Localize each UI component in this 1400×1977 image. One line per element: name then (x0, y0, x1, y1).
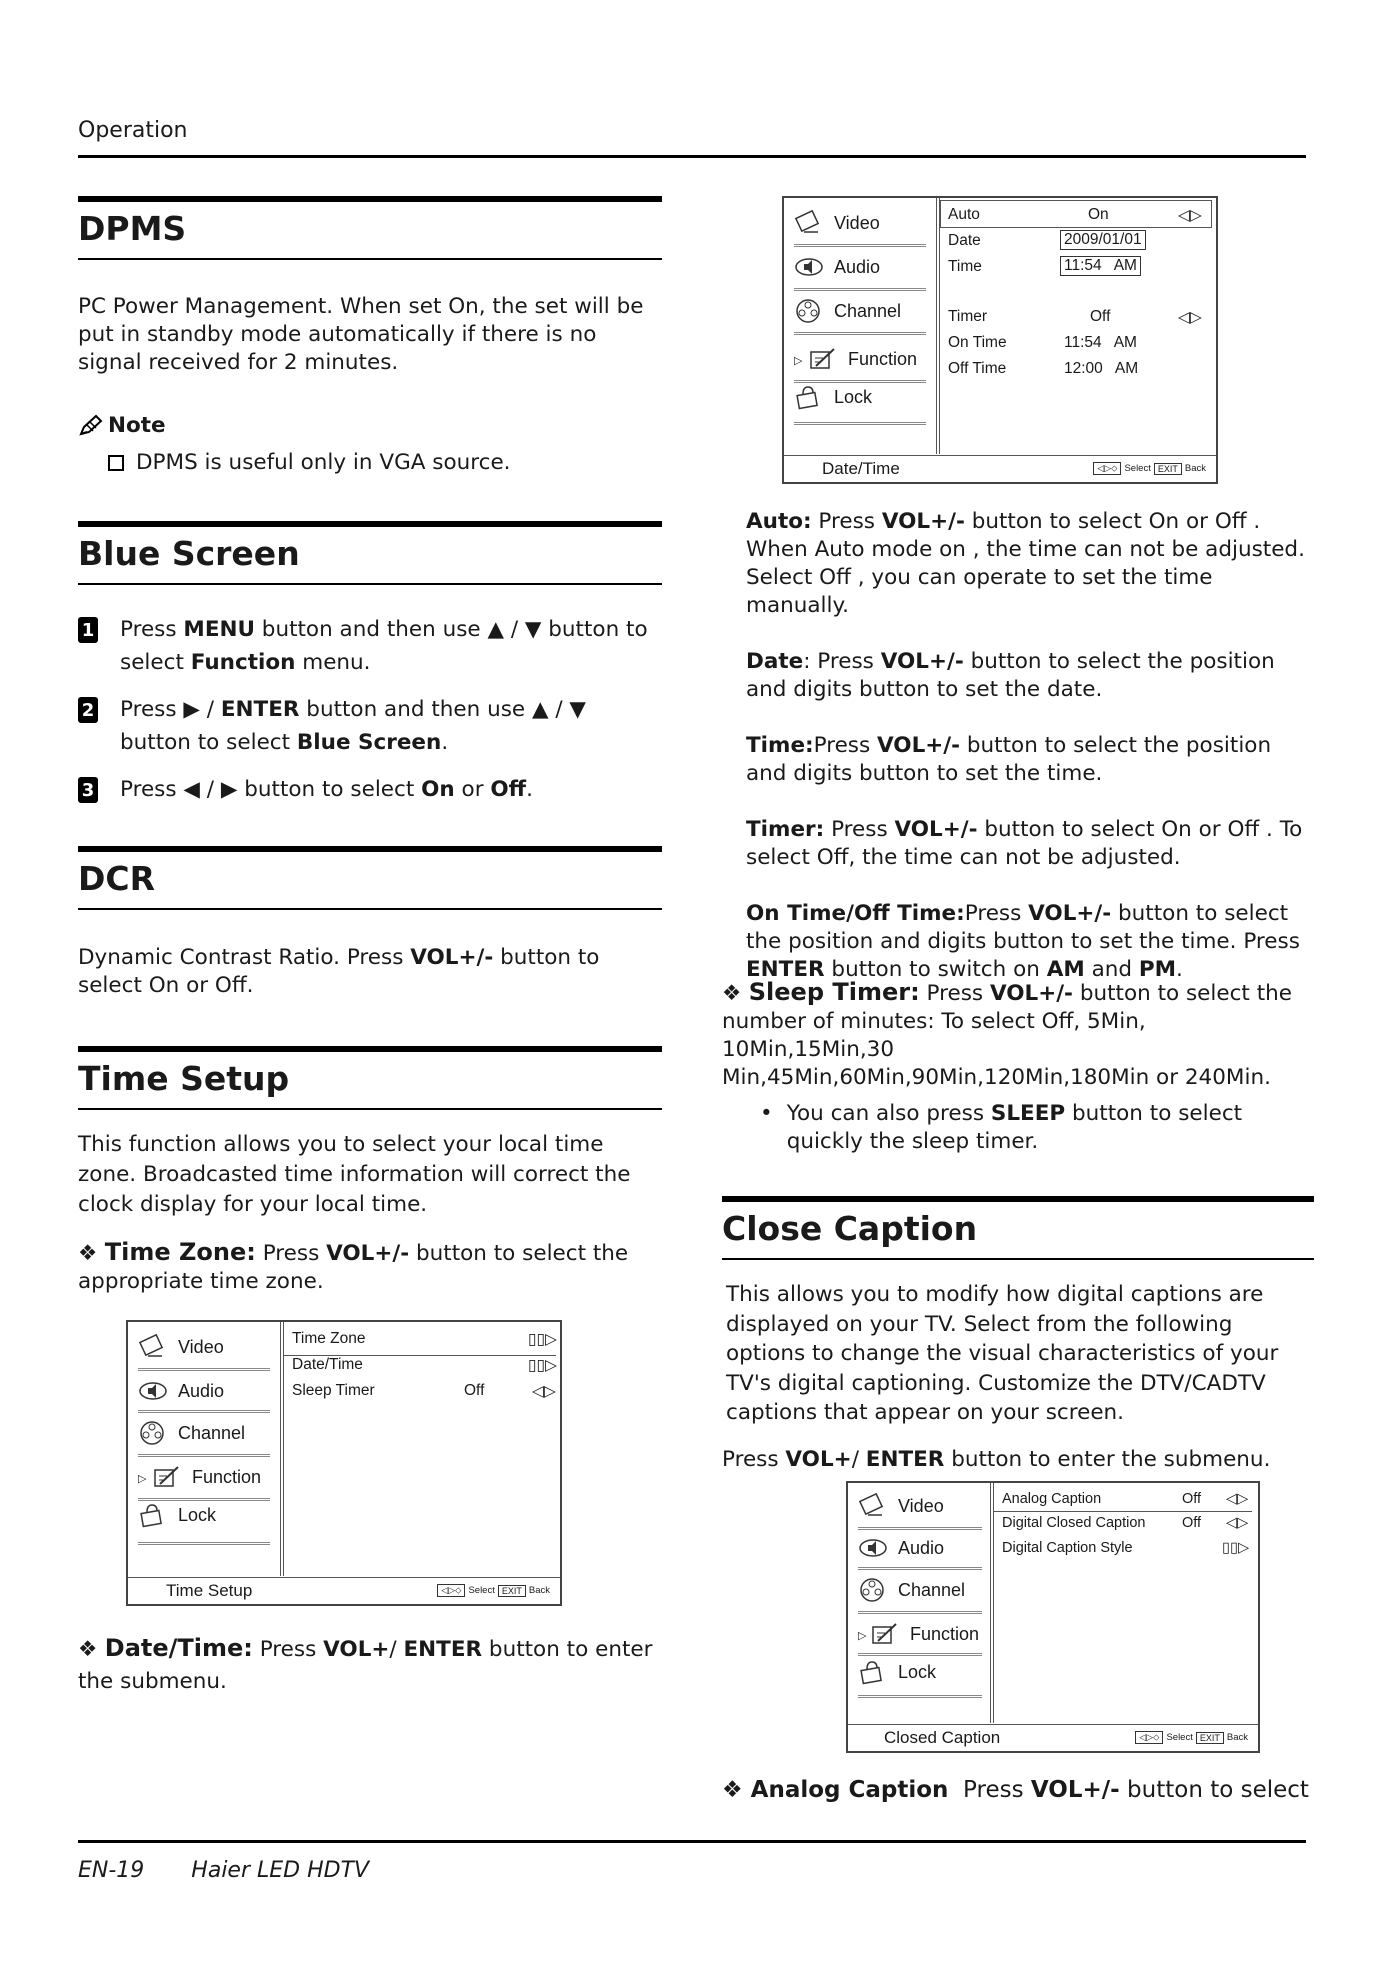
menu-item-function[interactable] (870, 1621, 979, 1647)
hint-select: Select (468, 1585, 495, 1596)
text: Press (824, 817, 895, 842)
text: button to select (1119, 1777, 1309, 1803)
left-right-arrow-icon: ◁▷ (1178, 207, 1202, 224)
menu-footer-label: Date/Time (822, 459, 900, 478)
row-label: Date/Time (292, 1356, 363, 1373)
key: VOL+/- (880, 649, 964, 674)
divider (858, 1695, 982, 1698)
date-time-label: Date/Time: (104, 1634, 253, 1662)
diamond-bullet-icon: ❖ (722, 981, 749, 1006)
row-value: 11:54 AM (1064, 334, 1137, 351)
menu-row-time[interactable] (948, 258, 982, 276)
menu-item-function[interactable] (152, 1464, 261, 1490)
hint-back: Back (1226, 1732, 1248, 1743)
speaker-icon (858, 1535, 888, 1561)
sleep-timer-label: Sleep Timer: (748, 978, 920, 1006)
menu-sidebar (128, 1322, 284, 1576)
divider (794, 244, 926, 247)
dot-bullet-icon: • (760, 1101, 773, 1126)
divider (794, 422, 926, 425)
step-3 (78, 773, 662, 806)
row-label: Sleep Timer (292, 1382, 375, 1399)
menu-item-audio[interactable] (138, 1378, 224, 1404)
step-text: or (454, 777, 491, 802)
analog-caption-block (722, 1776, 1314, 1804)
row-value: Off (464, 1382, 485, 1399)
date-time-desc (78, 1632, 662, 1698)
key: VOL+/- (877, 733, 961, 758)
section-title: DPMS (78, 209, 187, 248)
key: ENTER (865, 1446, 945, 1472)
divider (138, 1542, 270, 1545)
menu-item-label: Lock (178, 1504, 217, 1525)
hint-back: Back (1184, 463, 1206, 474)
key: AM (1046, 957, 1085, 982)
menu-item-audio[interactable] (858, 1535, 944, 1561)
menu-item-audio[interactable] (794, 254, 880, 280)
blue-screen-steps (78, 613, 662, 806)
key: ENTER (746, 957, 825, 982)
menu-item-label: Audio (898, 1537, 945, 1558)
section-header-dpms (78, 196, 662, 260)
highlight-row (940, 200, 1212, 228)
menu-row-on-time[interactable] (948, 334, 1007, 352)
menu-item-label: Channel (834, 300, 902, 321)
menu-item-label: Channel (178, 1422, 246, 1443)
function-icon (808, 346, 838, 372)
menu-screen-date-time (782, 196, 1218, 484)
term: Date (746, 649, 804, 674)
term: Time: (746, 733, 814, 758)
menu-screen-closed-caption (846, 1481, 1260, 1753)
text: Press (722, 1446, 786, 1472)
menu-item-channel[interactable] (794, 298, 901, 324)
step-text: . (441, 730, 449, 755)
menu-footer (848, 1724, 1258, 1751)
left-right-arrow-icon: ◁▷ (1226, 1515, 1249, 1531)
row-value: Off (1182, 1515, 1202, 1531)
selected-arrow-icon: ▷ (858, 1630, 867, 1642)
row-value: 12:00 AM (1064, 360, 1139, 377)
row-label: Digital Closed Caption (1002, 1515, 1146, 1531)
film-reel-icon (794, 298, 824, 324)
text: Press (252, 1637, 324, 1662)
left-right-arrow-icon: ◁▷ (1178, 309, 1202, 326)
diamond-bullet-icon: ❖ (78, 1241, 105, 1266)
hint-back: Back (528, 1585, 550, 1596)
menu-item-lock[interactable] (794, 384, 872, 410)
step-key: Off (490, 777, 527, 802)
menu-item-label: Function (848, 348, 918, 369)
key: VOL+/- (1030, 1777, 1120, 1803)
right-text-block (746, 508, 1314, 984)
submenu-arrow-icon: ▯▯▷ (1222, 1540, 1250, 1556)
menu-row-off-time[interactable] (948, 360, 1006, 378)
dpms-body: PC Power Management. When set On, the set will be put in standby mode automatically if there is no signal received for 2 minutes. (78, 294, 644, 375)
menu-row-auto[interactable] (948, 206, 980, 224)
menu-item-label: Lock (834, 386, 873, 407)
text: / (851, 1446, 866, 1472)
row-label: Auto (948, 206, 980, 223)
function-icon (870, 1621, 900, 1647)
text: button to enter the submenu. (78, 1637, 653, 1694)
left-right-arrow-icon: ◁▷ (532, 1383, 556, 1400)
step-text: . (526, 777, 533, 802)
menu-footer-label: Closed Caption (884, 1728, 1001, 1747)
note-item (108, 450, 662, 475)
section-title: Blue Screen (78, 534, 300, 573)
lock-icon (794, 384, 824, 410)
submenu-arrow-icon: ▯▯▷ (528, 1331, 557, 1348)
menu-item-label: Function (192, 1466, 262, 1487)
key: VOL+/- (326, 1241, 410, 1266)
key: VOL+ (323, 1637, 390, 1662)
analog-caption-desc (722, 1776, 1314, 1804)
key: VOL+/- (881, 509, 965, 534)
row-label: On Time (948, 334, 1007, 351)
row-label: Digital Caption Style (1002, 1540, 1133, 1556)
term: Auto: (746, 509, 812, 534)
step-number: 1 (78, 617, 98, 643)
section-header-close-caption (722, 1196, 1314, 1260)
menu-item-label: Video (178, 1336, 224, 1357)
divider (994, 1511, 1252, 1512)
menu-row-timer[interactable] (948, 308, 987, 326)
section-header-dcr (78, 846, 662, 910)
menu-row-digital-closed-caption[interactable] (1002, 1515, 1145, 1531)
key: PM (1138, 957, 1177, 982)
page-number: EN-19 (78, 1858, 145, 1883)
text: Press (255, 1241, 327, 1266)
divider (858, 1527, 982, 1530)
text: button to select the position and digits button to set the time. (746, 733, 1272, 786)
menu-row-digital-caption-style[interactable] (1002, 1540, 1133, 1556)
menu-item-label: Audio (834, 256, 881, 277)
key-hint (437, 1584, 550, 1597)
dcr-text: Dynamic Contrast Ratio. Press (78, 945, 411, 970)
video-icon (794, 210, 824, 236)
selected-arrow-icon: ▷ (794, 355, 803, 367)
step-text: button and then use ▲ / ▼ button to select (120, 697, 586, 755)
row-label: Timer (948, 308, 988, 325)
text: button to select quickly the sleep timer. (786, 1101, 1243, 1154)
term: Timer: (746, 817, 825, 842)
step-text: menu. (295, 650, 371, 675)
key: VOL+/- (1028, 901, 1112, 926)
left-right-arrow-icon: ◁▷ (1226, 1491, 1249, 1507)
row-label: Time Zone (292, 1330, 366, 1347)
text: and (1084, 957, 1139, 982)
step-text: Press ◀ / ▶ button to select (120, 777, 422, 802)
header-rule (78, 155, 1306, 158)
menu-footer-label: Time Setup (166, 1581, 253, 1600)
term: Analog Caption (750, 1777, 949, 1803)
key: ENTER (403, 1637, 483, 1662)
menu-item-label: Lock (898, 1661, 937, 1682)
text: : Press (803, 649, 881, 674)
menu-row-time-zone[interactable] (292, 1330, 366, 1348)
text: Press (811, 509, 882, 534)
step-text: Press (120, 617, 184, 642)
close-caption-body: This allows you to modify how digital captions are displayed on your TV. Select from the following options to change the visual characteristics of your TV's digital captioning. Customize the DTV/CADTV captions that appear on your screen. (726, 1282, 1279, 1425)
time-setup-body: This function allows you to select your local time zone. Broadcasted time information will correct the clock display for your local time. (78, 1132, 631, 1217)
step-text: button and then use ▲ / ▼ button to select (120, 617, 648, 675)
step-key: Function (190, 650, 296, 675)
nav-arrows-icon: ◁▷⬦ (437, 1584, 465, 1597)
text: . (1176, 957, 1183, 982)
section-title: Close Caption (722, 1209, 978, 1248)
row-label: Analog Caption (1002, 1491, 1102, 1507)
diamond-bullet-icon: ❖ (722, 1777, 751, 1803)
divider (138, 1498, 270, 1501)
speaker-icon (138, 1378, 168, 1404)
term: On Time/Off Time: (746, 901, 965, 926)
hint-select: Select (1124, 463, 1151, 474)
divider (794, 288, 926, 291)
divider (858, 1611, 982, 1614)
running-header: Operation (78, 118, 188, 143)
timer-desc (746, 816, 1314, 872)
film-reel-icon (138, 1420, 168, 1446)
text: Press (948, 1777, 1031, 1803)
exit-key: EXIT (498, 1585, 526, 1597)
row-label: Time (948, 258, 982, 275)
note-label: Note (108, 413, 166, 438)
time-field[interactable]: 11:54 AM (1060, 256, 1141, 276)
menu-item-lock[interactable] (138, 1502, 216, 1528)
step-1 (78, 613, 662, 679)
menu-footer (784, 455, 1216, 482)
section-title: Time Setup (78, 1059, 290, 1098)
row-value: Off (1182, 1491, 1202, 1507)
sleep-timer-desc (722, 978, 1314, 1092)
menu-item-lock[interactable] (858, 1659, 936, 1685)
divider (138, 1368, 270, 1371)
time-zone-label: Time Zone: (104, 1238, 256, 1266)
text: button to switch on (824, 957, 1047, 982)
speaker-icon (794, 254, 824, 280)
menu-footer (128, 1577, 560, 1604)
divider (858, 1567, 982, 1570)
menu-item-video[interactable] (858, 1493, 944, 1519)
checkbox-bullet-icon (108, 455, 124, 471)
hint-select: Select (1166, 1732, 1193, 1743)
menu-item-video[interactable] (794, 210, 880, 236)
menu-item-label: Audio (178, 1380, 225, 1401)
footer (78, 1858, 409, 1883)
video-icon (138, 1334, 168, 1360)
left-column (78, 196, 662, 1296)
section-header-blue-screen (78, 521, 662, 585)
step-2 (78, 693, 662, 759)
step-number: 3 (78, 777, 98, 803)
text: / (389, 1637, 404, 1662)
menu-row-sleep-timer[interactable] (292, 1382, 375, 1400)
row-label: Off Time (948, 360, 1007, 377)
key-hint (1135, 1731, 1248, 1744)
menu-sidebar (784, 198, 940, 454)
key: VOL+/- (989, 981, 1073, 1006)
menu-item-label: Function (910, 1623, 980, 1644)
section-header-time-setup (78, 1046, 662, 1110)
menu-item-label: Video (834, 212, 880, 233)
exit-key: EXIT (1154, 463, 1182, 475)
menu-screen-time-setup (126, 1320, 562, 1606)
lock-icon (138, 1502, 168, 1528)
dcr-body (78, 944, 662, 1000)
nav-arrows-icon: ◁▷⬦ (1093, 462, 1121, 475)
row-value: On (1088, 206, 1109, 223)
menu-item-channel[interactable] (138, 1420, 245, 1446)
text: button to select On or Off . When Auto mode on , the time can not be adjusted. Select Off , you can operate to set the time manually. (746, 509, 1305, 618)
section-title: DCR (78, 859, 156, 898)
step-key: Blue Screen (296, 730, 442, 755)
video-icon (858, 1493, 888, 1519)
lock-icon (858, 1659, 888, 1685)
text: Press (813, 733, 878, 758)
function-icon (152, 1464, 182, 1490)
menu-row-analog-caption[interactable] (1002, 1491, 1101, 1507)
exit-key: EXIT (1196, 1732, 1224, 1744)
sleep-timer-block (722, 978, 1314, 1474)
menu-item-video[interactable] (138, 1334, 224, 1360)
on-off-time-desc (746, 900, 1314, 984)
step-text: Press ▶ / (120, 697, 221, 722)
key: VOL+/- (894, 817, 978, 842)
diamond-bullet-icon: ❖ (78, 1637, 105, 1662)
text: button to select the appropriate time zone. (78, 1241, 629, 1294)
key: SLEEP (990, 1101, 1066, 1126)
divider (794, 380, 926, 383)
menu-item-label: Channel (898, 1579, 966, 1600)
step-number: 2 (78, 697, 98, 723)
auto-desc (746, 508, 1314, 620)
step-key: MENU (183, 617, 255, 642)
divider (138, 1454, 270, 1457)
divider (794, 332, 926, 335)
step-key: On (421, 777, 455, 802)
film-reel-icon (858, 1577, 888, 1603)
menu-item-label: Video (898, 1495, 944, 1516)
text: Press (964, 901, 1029, 926)
dcr-key: VOL+/- (410, 945, 494, 970)
submenu-arrow-icon: ▯▯▷ (528, 1357, 557, 1374)
key-hint (1093, 462, 1206, 475)
menu-item-function[interactable] (808, 346, 917, 372)
row-label: Date (948, 232, 981, 249)
text: button to select the number of minutes: To select Off, 5Min, 10Min,15Min,30 Min,45Min,60Min,90Min,120Min,180Min or 240Min. (722, 981, 1292, 1090)
text: Press (919, 981, 990, 1006)
footer-rule (78, 1840, 1306, 1843)
menu-row-date-time[interactable] (292, 1356, 363, 1374)
time-desc (746, 732, 1314, 788)
sleep-bullet (722, 1100, 1314, 1156)
menu-row-date[interactable] (948, 232, 981, 250)
divider (858, 1653, 982, 1656)
note-text: DPMS is useful only in VGA source. (136, 450, 511, 475)
time-zone-desc (78, 1238, 662, 1296)
text: button to select On or Off . To select Off, the time can not be adjusted. (746, 817, 1303, 870)
divider (138, 1410, 270, 1413)
text: button to select the position and digits button to set the time. Press (746, 901, 1300, 954)
selected-arrow-icon: ▷ (138, 1473, 147, 1485)
text: You can also press (786, 1101, 991, 1126)
row-value: Off (1090, 308, 1111, 325)
step-key: ENTER (220, 697, 300, 722)
menu-item-channel[interactable] (858, 1577, 965, 1603)
nav-arrows-icon: ◁▷⬦ (1135, 1731, 1163, 1744)
key: VOL+ (785, 1446, 852, 1472)
note-heading (78, 413, 662, 438)
product-name: Haier LED HDTV (191, 1858, 370, 1883)
pencil-icon (78, 414, 104, 438)
date-desc (746, 648, 1314, 704)
text: button to enter the submenu. (944, 1446, 1271, 1472)
text: button to select the position and digits button to set the date. (746, 649, 1275, 702)
dcr-text: button to select On or Off. (78, 945, 600, 998)
menu-sidebar (848, 1483, 994, 1723)
date-field[interactable]: 2009/01/01 (1060, 230, 1146, 250)
close-caption-enter (722, 1446, 1314, 1474)
